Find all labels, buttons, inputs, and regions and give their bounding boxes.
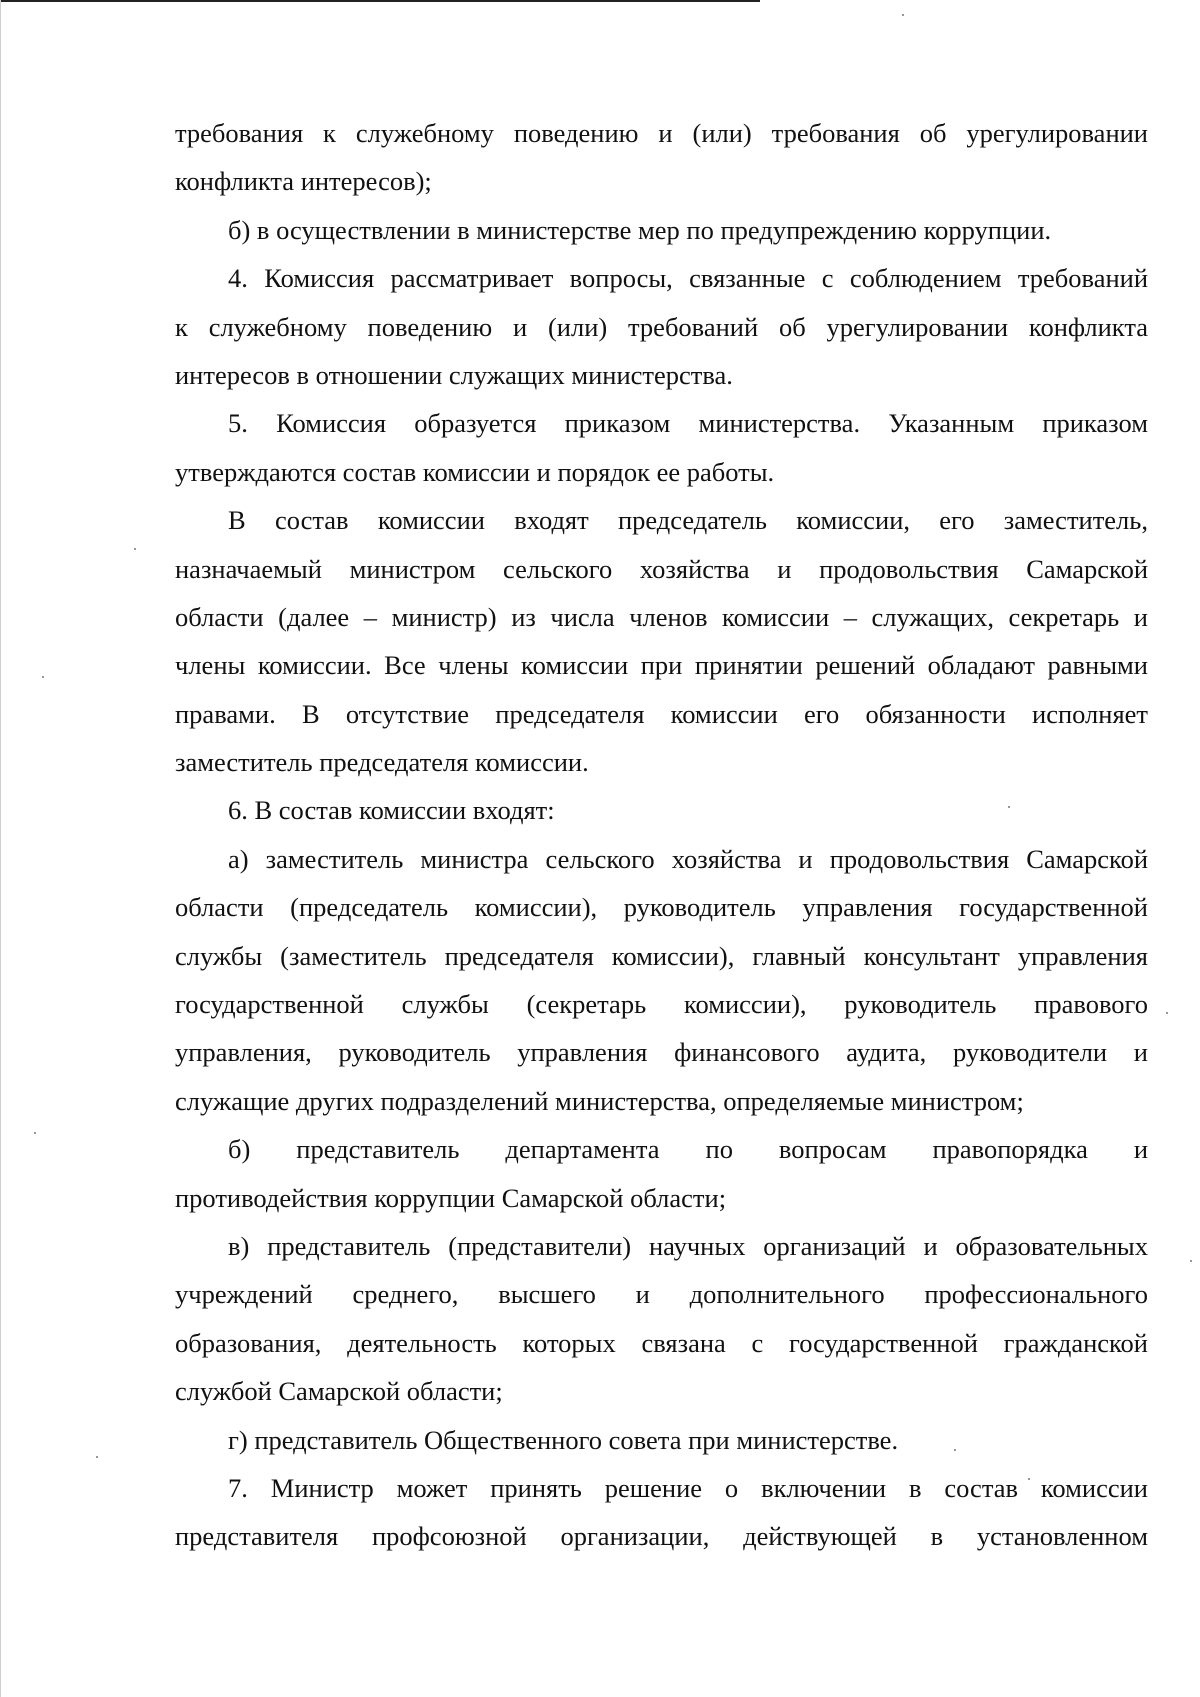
text-line: служащие других подразделений министерства, определяемые министром; bbox=[175, 1085, 1024, 1116]
scan-edge-left bbox=[0, 0, 1, 1697]
document-body bbox=[175, 109, 1148, 1561]
text-line: а) заместитель министра сельского хозяйства и продовольствия Самарской bbox=[228, 843, 1148, 874]
scan-mark bbox=[672, 0, 700, 2]
text-line: к служебному поведению и (или) требований об урегулировании конфликта bbox=[175, 311, 1148, 342]
text-line: противодействия коррупции Самарской области; bbox=[175, 1182, 727, 1213]
text-line: службы (заместитель председателя комиссии), главный консультант управления bbox=[175, 940, 1148, 971]
scan-edge-top bbox=[0, 0, 760, 2]
text-line: 4. Комиссия рассматривает вопросы, связанные с соблюдением требований bbox=[228, 263, 1148, 294]
scan-speck bbox=[134, 548, 136, 550]
text-line: области (далее – министр) из числа членов комиссии – служащих, секретарь и bbox=[175, 601, 1148, 632]
text-line: б) представитель департамента по вопросам правопорядка и bbox=[228, 1134, 1148, 1165]
text-line: учреждений среднего, высшего и дополнительного профессионального bbox=[175, 1279, 1148, 1310]
text-line: управления, руководитель управления финансового аудита, руководители и bbox=[175, 1037, 1148, 1068]
text-line: в) представитель (представители) научных организаций и образовательных bbox=[228, 1230, 1148, 1261]
text-line: правами. В отсутствие председателя комиссии его обязанности исполняет bbox=[175, 698, 1148, 729]
text-line: заместитель председателя комиссии. bbox=[175, 747, 589, 778]
text-line: конфликта интересов); bbox=[175, 166, 432, 197]
scan-speck bbox=[96, 1456, 98, 1458]
text-line: назначаемый министром сельского хозяйства и продовольствия Самарской bbox=[175, 553, 1148, 584]
text-line: 7. Министр может принять решение о включении в состав комиссии bbox=[228, 1472, 1148, 1503]
text-line: службой Самарской области; bbox=[175, 1376, 503, 1407]
text-line: области (председатель комиссии), руководитель управления государственной bbox=[175, 892, 1148, 923]
text-line: 6. В состав комиссии входят: bbox=[228, 795, 555, 826]
text-line: г) представитель Общественного совета при министерстве. bbox=[228, 1424, 899, 1455]
text-line: интересов в отношении служащих министерства. bbox=[175, 359, 733, 390]
text-line: государственной службы (секретарь комиссии), руководитель правового bbox=[175, 989, 1148, 1020]
scan-speck bbox=[34, 1132, 36, 1134]
text-line: представителя профсоюзной организации, действующей в установленном bbox=[175, 1521, 1148, 1552]
text-line: требования к служебному поведению и (или) требования об урегулировании bbox=[175, 118, 1148, 148]
text-line: образования, деятельность которых связана с государственной гражданской bbox=[175, 1327, 1148, 1358]
text-line: члены комиссии. Все члены комиссии при принятии решений обладают равными bbox=[175, 650, 1148, 681]
scan-mark bbox=[600, 0, 640, 2]
scan-speck bbox=[42, 676, 44, 678]
text-line: В состав комиссии входят председатель комиссии, его заместитель, bbox=[228, 505, 1148, 536]
text-line: б) в осуществлении в министерстве мер по предупреждению коррупции. bbox=[228, 214, 1052, 245]
scan-speck bbox=[902, 14, 904, 16]
scan-speck bbox=[1190, 1260, 1192, 1262]
text-line: 5. Комиссия образуется приказом министерства. Указанным приказом bbox=[228, 408, 1148, 439]
scan-mark bbox=[520, 0, 580, 2]
scan-speck bbox=[1166, 1012, 1168, 1014]
text-line: утверждаются состав комиссии и порядок ее работы. bbox=[175, 456, 775, 487]
